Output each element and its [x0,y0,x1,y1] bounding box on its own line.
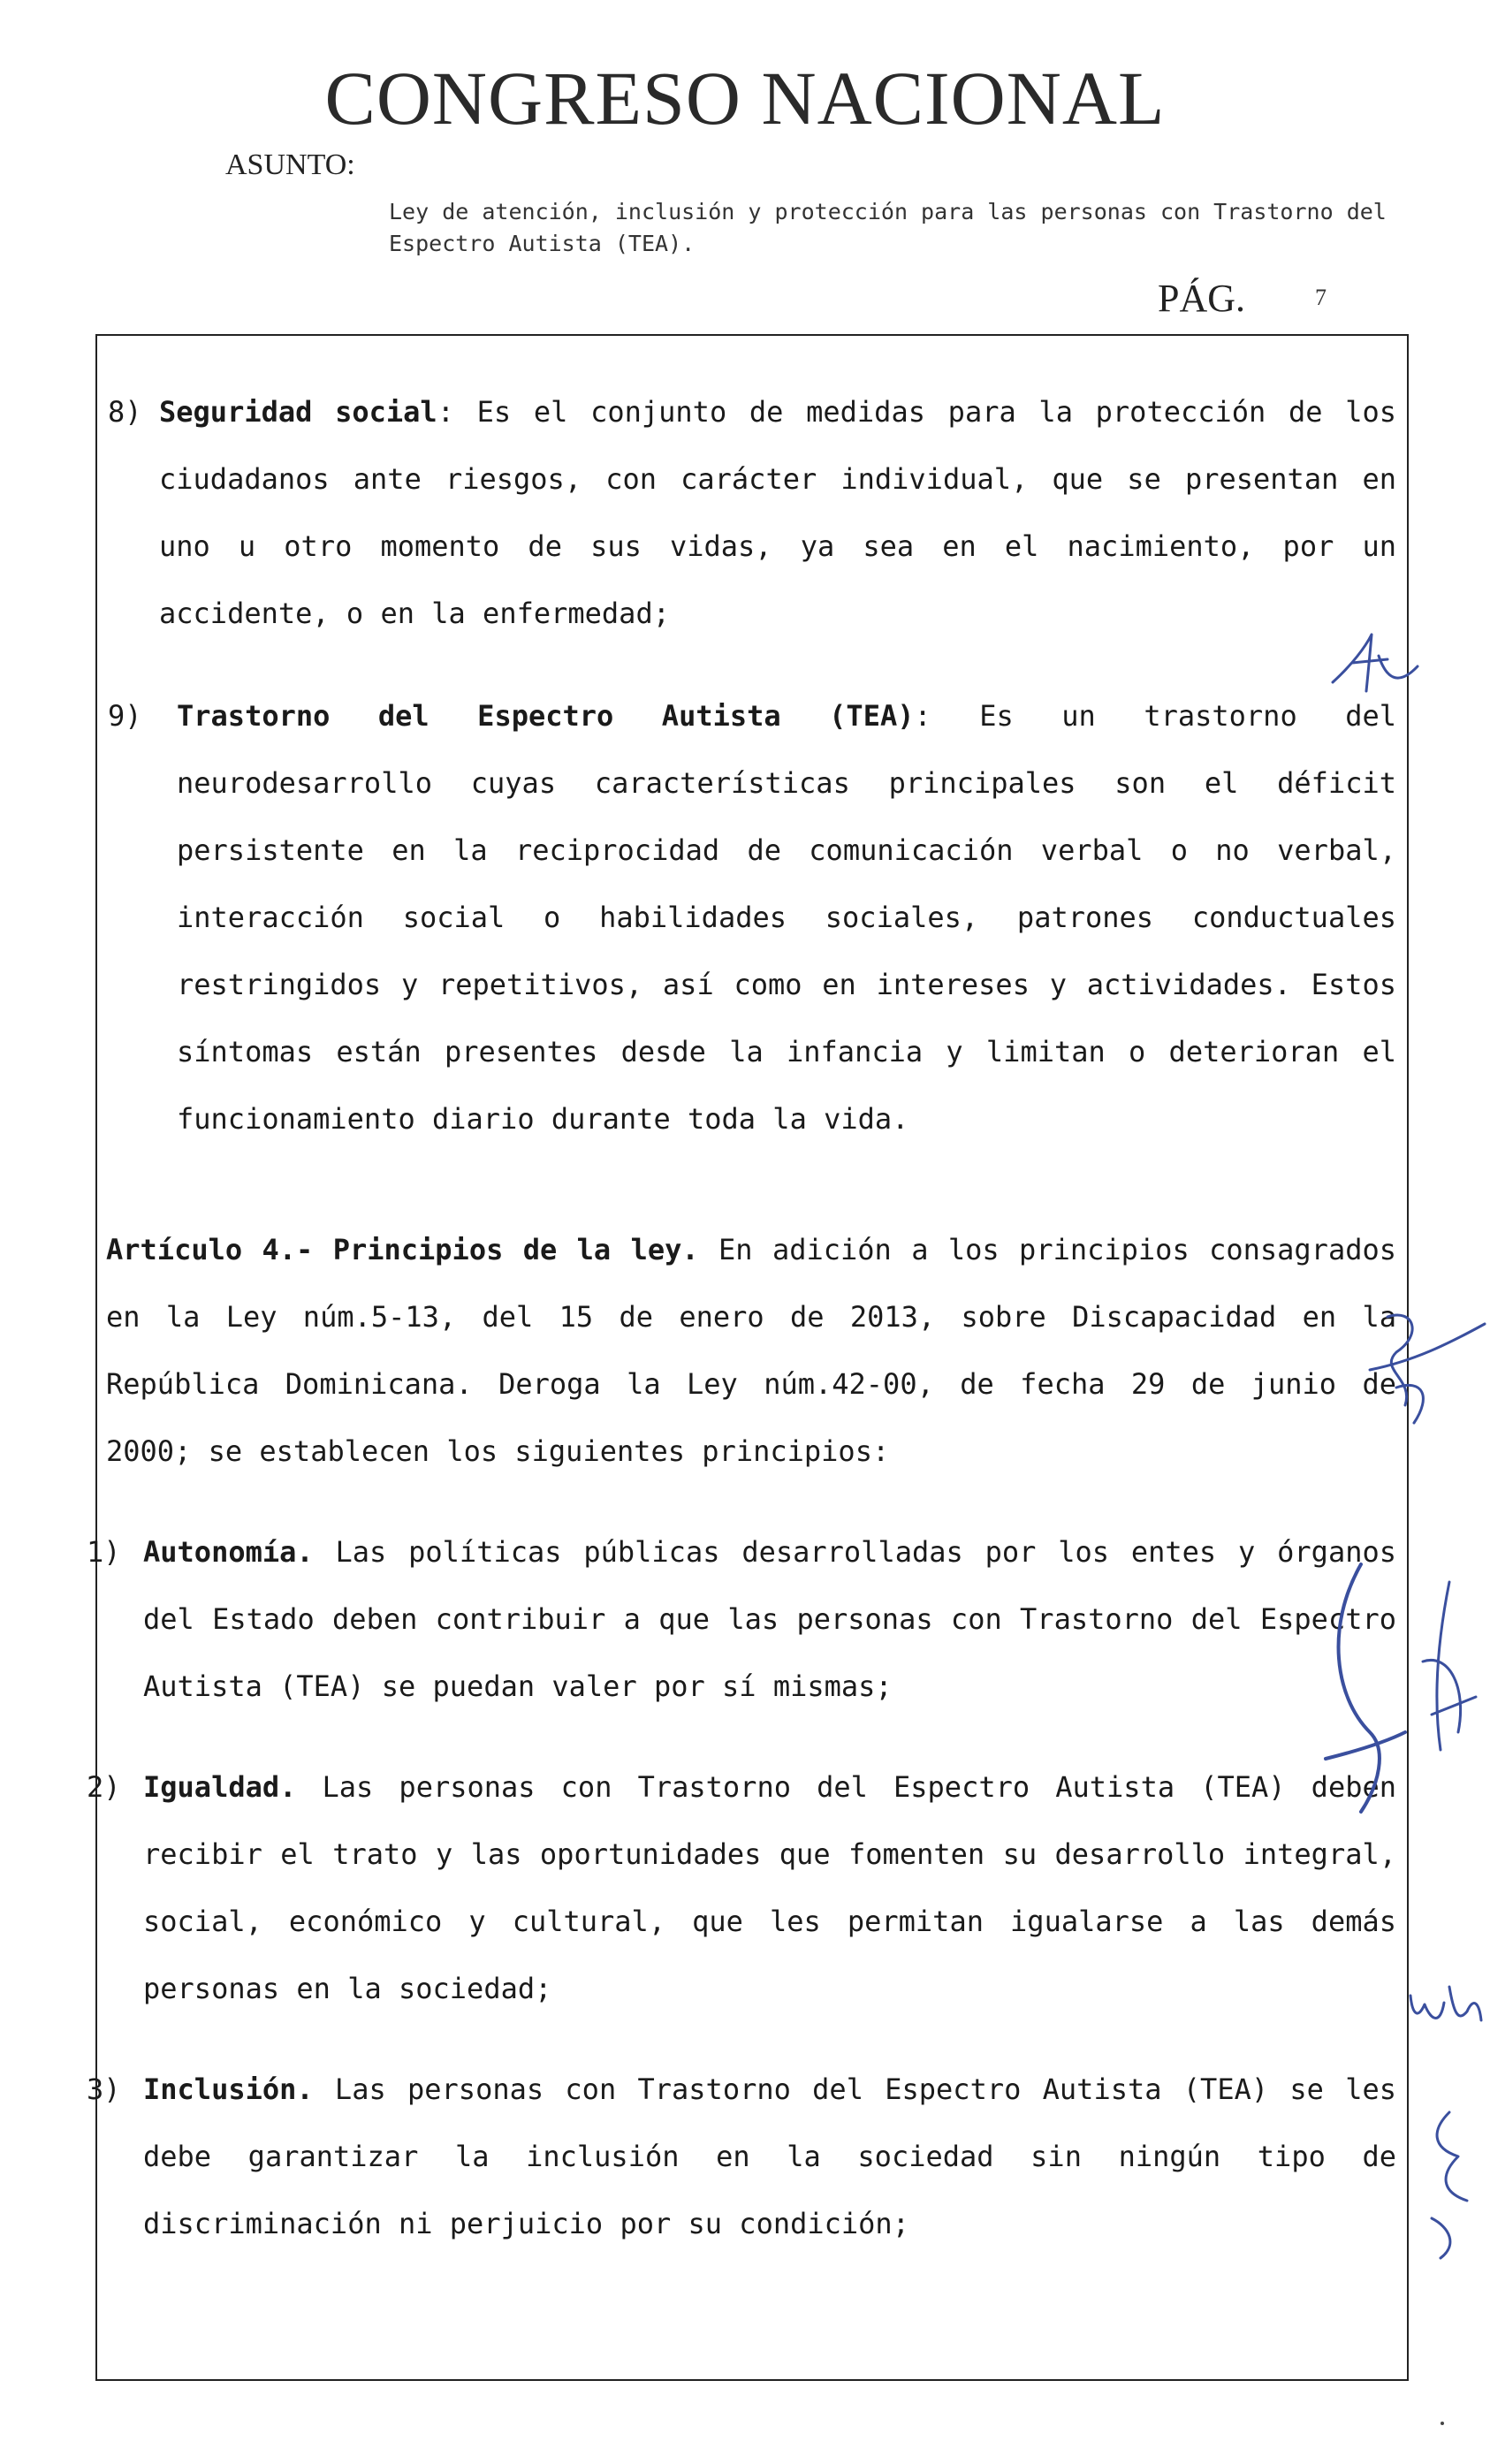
principle-2-number: 2) [87,1770,121,1804]
page-title: CONGRESO NACIONAL [324,56,1166,141]
item-9-paragraph [177,682,1396,1152]
initials-mark-1 [1326,629,1423,700]
item-8-number: 8) [108,395,142,429]
principle-1-term: Autonomía. [143,1535,314,1569]
initials-mark-4 [1414,2103,1485,2262]
principle-3-number: 3) [87,2072,121,2106]
item-8-paragraph [159,378,1396,647]
principle-1-number: 1) [87,1535,121,1569]
principle-2-term: Igualdad. [143,1770,297,1804]
subject-text: Ley de atención, inclusión y protección para las personas con Trastorno del Espectro Autista (TEA). [389,199,1387,256]
principle-2-paragraph [143,1753,1396,2022]
principle-2-text: Las personas con Trastorno del Espectro Autista (TEA) deben recibir el trato y las oportunidades que fomenten su desarrollo integral, social, económico y cultural, que les permitan igualarse a las demás personas en la sociedad; [143,1770,1396,2005]
item-9-colon: : [914,699,931,733]
principle-1-paragraph [143,1518,1396,1720]
item-8-term: Seguridad social [159,395,437,429]
principle-1-text: Las políticas públicas desarrolladas por los entes y órganos del Estado deben contribuir a que las personas con Trastorno del Espectro Autista (TEA) se puedan valer por sí mismas; [143,1535,1396,1703]
principle-3-text: Las personas con Trastorno del Espectro Autista (TEA) se les debe garantizar la inclusión en la sociedad sin ningún tipo de discriminación ni perjuicio por su condición; [143,2072,1396,2240]
scan-speck [1441,2422,1444,2425]
signature-mark-1 [1308,1555,1485,1821]
asunto-label: ASUNTO: [225,148,355,181]
page-number: 7 [1315,285,1327,310]
item-8-colon: : [437,395,454,429]
initials-mark-2 [1361,1299,1490,1432]
item-9-number: 9) [108,699,142,733]
item-9-term: Trastorno del Espectro Autista (TEA) [177,699,915,733]
article-4-heading: Artículo 4.- Principios de la ley. [106,1233,699,1266]
article-4-text: En adición a los principios consagrados en la Ley núm.5-13, del 15 de enero de 2013, sobre Discapacidad en la República Dominicana. Deroga la Ley núm.42-00, de fecha 29 de junio de 2000; se establecen los siguientes principios: [106,1233,1397,1468]
page-label: PÁG. [1158,277,1246,320]
item-9-text: Es un trastorno del neurodesarrollo cuyas características principales son el déficit persistente en la reciprocidad de comunicación verbal o no verbal, interacción social o habilidades sociales, patrones conductuales restringidos y repetitivos, así como en intereses y actividades. Estos síntomas están presentes desde la infancia y limitan o deterioran el funcionamiento diario durante toda la vida. [177,699,1397,1136]
principle-3-term: Inclusión. [143,2072,314,2106]
item-8-text: Es el conjunto de medidas para la protección de los ciudadanos ante riesgos, con carácter individual, que se presentan en uno u otro momento de sus vidas, ya sea en el nacimiento, por un accidente, o en la enfermedad; [159,395,1397,630]
article-4-paragraph [106,1216,1396,1485]
principle-3-paragraph [143,2056,1396,2257]
initials-mark-3 [1405,1978,1485,2031]
